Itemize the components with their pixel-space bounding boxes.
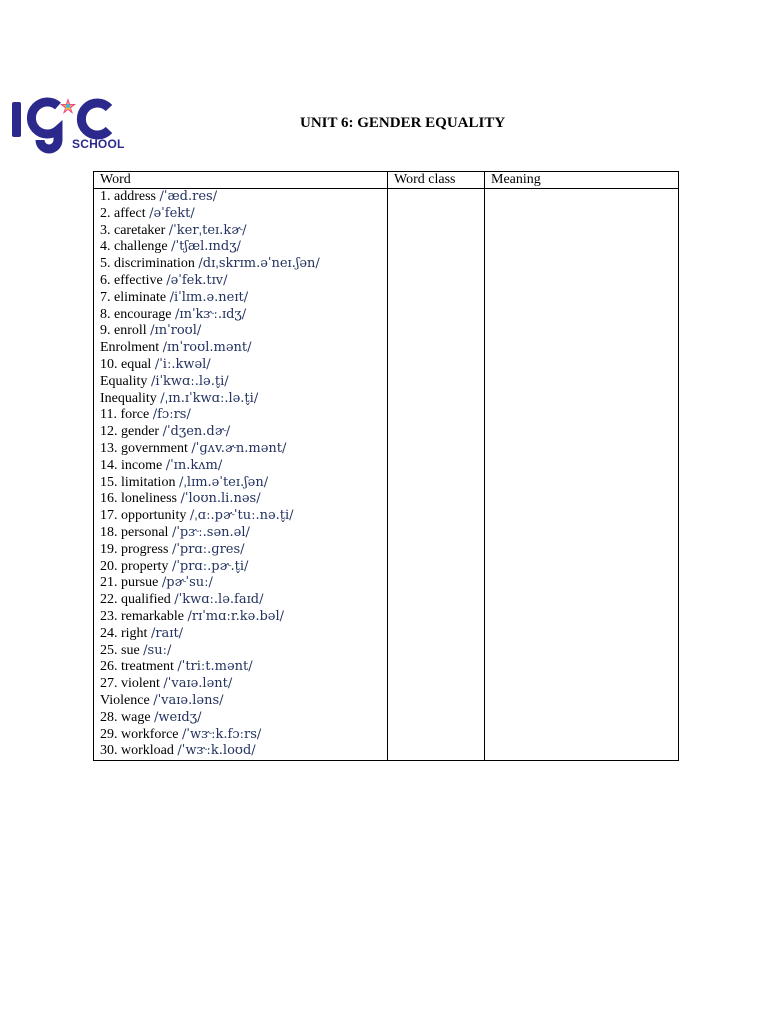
word-entry	[100, 189, 387, 206]
word-entry	[100, 340, 387, 357]
word-text: 12. gender	[100, 424, 160, 440]
pronunciation: /ˈiː.kwəl/	[154, 356, 211, 372]
pronunciation: /ˈpɝː.sən.əl/	[171, 524, 250, 540]
word-text: 27. violent	[100, 676, 160, 692]
word-text: 8. encourage	[100, 306, 172, 322]
word-text: 9. enroll	[100, 323, 147, 339]
pronunciation: /ˈdʒen.dɚ/	[162, 424, 231, 440]
word-entry	[100, 206, 387, 223]
word-text: 7. eliminate	[100, 289, 167, 305]
word-entry	[100, 727, 387, 744]
pronunciation: /ˈprɑː.pɚ.t̬i/	[171, 558, 249, 574]
pronunciation: /ɪnˈroʊl.mənt/	[162, 340, 252, 356]
header-word: Word	[94, 172, 388, 189]
word-text: 23. remarkable	[100, 608, 184, 624]
word-text: Violence	[100, 692, 150, 708]
word-entry	[100, 710, 387, 727]
pronunciation: /ˈæd.res/	[159, 189, 218, 204]
word-entry	[100, 491, 387, 508]
pronunciation: /iˈlɪm.ə.neɪt/	[169, 289, 249, 305]
word-text: 29. workforce	[100, 726, 179, 742]
pronunciation: /ˈprɑː.ɡres/	[171, 541, 245, 557]
word-text: 21. pursue	[100, 575, 159, 591]
pronunciation: /raɪt/	[150, 625, 184, 641]
pronunciation: /ɪnˈkɝː.ɪdʒ/	[175, 306, 247, 322]
word-entry	[100, 256, 387, 273]
word-text: Equality	[100, 373, 148, 389]
pronunciation: /ˈwɝːk.loʊd/	[177, 743, 256, 759]
word-entry	[100, 273, 387, 290]
pronunciation: /ˈvaɪə.ləns/	[153, 692, 224, 708]
pronunciation: /pɚˈsuː/	[161, 575, 213, 591]
word-text: 5. discrimination	[100, 256, 195, 272]
word-cell	[94, 189, 388, 761]
word-entry	[100, 609, 387, 626]
pronunciation: /ˈwɝːk.fɔːrs/	[182, 726, 262, 742]
word-entry	[100, 307, 387, 324]
word-text: 11. force	[100, 407, 150, 423]
word-text: 6. effective	[100, 272, 163, 288]
logo-letter-c	[81, 103, 109, 135]
word-entry	[100, 525, 387, 542]
word-text: 17. opportunity	[100, 508, 187, 524]
pronunciation: /əˈfekt/	[149, 205, 195, 221]
word-text: 2. affect	[100, 205, 146, 221]
word-entry	[100, 559, 387, 576]
pronunciation: /ˈkerˌteɪ.kɚ/	[168, 222, 247, 238]
word-text: 3. caretaker	[100, 222, 166, 238]
pronunciation: /ˌɑː.pɚˈtuː.nə.t̬i/	[189, 508, 294, 524]
meaning-cell[interactable]	[485, 189, 679, 761]
pronunciation: /ˈvaɪə.lənt/	[163, 676, 233, 692]
word-text: 19. progress	[100, 541, 169, 557]
word-text: 24. right	[100, 625, 148, 641]
vocabulary-table	[93, 171, 679, 761]
word-text: 26. treatment	[100, 659, 174, 675]
word-text: Inequality	[100, 390, 157, 406]
pronunciation: /ˌlɪm.əˈteɪ.ʃən/	[178, 474, 269, 490]
pronunciation: /fɔːrs/	[152, 407, 191, 423]
pronunciation: /ˈtriːt.mənt/	[177, 659, 253, 675]
pronunciation: /ˈloʊn.li.nəs/	[180, 491, 261, 507]
header-meaning: Meaning	[485, 172, 679, 189]
word-entry	[100, 223, 387, 240]
pronunciation: /ˈɡʌv.ɚn.mənt/	[191, 440, 287, 456]
pronunciation: /ɪnˈroʊl/	[150, 323, 202, 339]
word-entry	[100, 508, 387, 525]
pronunciation: /iˈkwɑː.lə.t̬i/	[150, 373, 229, 389]
word-text: 15. limitation	[100, 474, 176, 490]
word-text: 22. qualified	[100, 592, 171, 608]
word-entry	[100, 391, 387, 408]
word-text: 16. loneliness	[100, 491, 177, 507]
word-entry	[100, 575, 387, 592]
word-entry	[100, 659, 387, 676]
word-class-cell[interactable]	[388, 189, 485, 761]
logo-star-icon	[60, 98, 76, 114]
pronunciation: /suː/	[143, 642, 172, 658]
word-text: 10. equal	[100, 356, 152, 372]
word-entry	[100, 743, 387, 760]
table-header-row	[94, 172, 679, 189]
word-entry	[100, 643, 387, 660]
word-text: 4. challenge	[100, 239, 168, 255]
pronunciation: /ˈtʃæl.ɪndʒ/	[171, 239, 241, 255]
header-word-class: Word class	[388, 172, 485, 189]
word-text: 20. property	[100, 558, 169, 574]
word-entry	[100, 424, 387, 441]
pronunciation: /dɪˌskrɪm.əˈneɪ.ʃən/	[198, 256, 320, 272]
word-entry	[100, 676, 387, 693]
logo-school-text: SCHOOL	[72, 137, 125, 151]
word-text: 1. address	[100, 189, 156, 204]
pronunciation: /weɪdʒ/	[154, 709, 202, 725]
word-text: 30. workload	[100, 743, 174, 759]
pronunciation: /ˌɪn.ɪˈkwɑː.lə.t̬i/	[160, 390, 259, 406]
word-entry	[100, 458, 387, 475]
pronunciation: /ˈɪn.kʌm/	[165, 457, 223, 473]
pronunciation: /ˈkwɑː.lə.faɪd/	[174, 592, 264, 608]
word-entry	[100, 592, 387, 609]
word-entry	[100, 290, 387, 307]
word-text: Enrolment	[100, 340, 160, 356]
logo-letter-g	[31, 102, 58, 149]
word-text: 28. wage	[100, 709, 151, 725]
word-text: 18. personal	[100, 524, 169, 540]
table-row	[94, 189, 679, 761]
word-entry	[100, 357, 387, 374]
word-entry	[100, 475, 387, 492]
word-text: 25. sue	[100, 642, 140, 658]
word-entry	[100, 407, 387, 424]
word-entry	[100, 374, 387, 391]
word-entry	[100, 542, 387, 559]
page-title: UNIT 6: GENDER EQUALITY	[300, 115, 506, 131]
word-entry	[100, 239, 387, 256]
pronunciation: /rɪˈmɑːr.kə.bəl/	[187, 608, 284, 624]
word-entry	[100, 323, 387, 340]
word-text: 14. income	[100, 457, 163, 473]
pronunciation: /əˈfek.tɪv/	[166, 272, 228, 288]
word-entry	[100, 626, 387, 643]
word-entry	[100, 693, 387, 710]
word-text: 13. government	[100, 440, 188, 456]
word-entry	[100, 441, 387, 458]
logo-letter-i	[12, 102, 21, 137]
